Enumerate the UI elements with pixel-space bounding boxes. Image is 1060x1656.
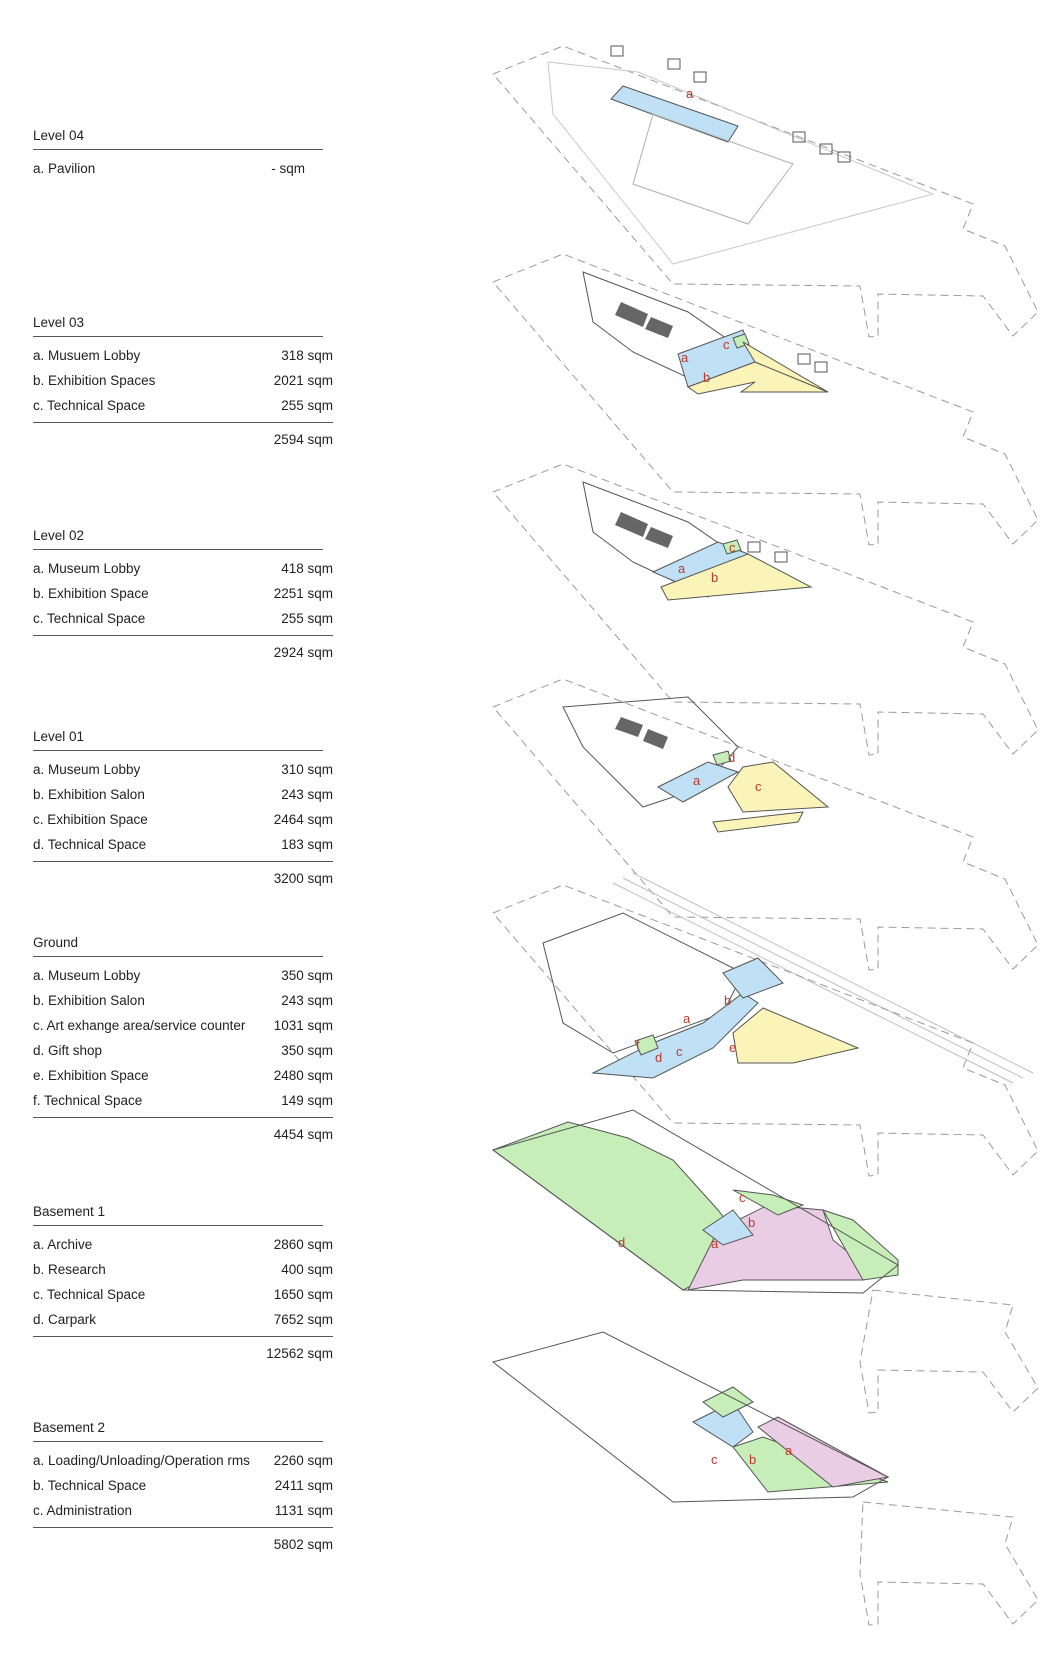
item-value: 400 sqm <box>281 1262 333 1277</box>
item-value: 2251 sqm <box>273 586 333 601</box>
plan-label: c <box>729 540 736 555</box>
plan-basement-2 <box>493 1332 1038 1625</box>
item-value: 149 sqm <box>281 1093 333 1108</box>
plan-label: d <box>618 1235 626 1250</box>
plan-label: a <box>683 1011 691 1026</box>
level-title: Basement 2 <box>33 1420 323 1442</box>
item-label: c. Technical Space <box>33 611 146 626</box>
plan-label: c <box>755 779 762 794</box>
item-value: 183 sqm <box>281 837 333 852</box>
item-label: a. Museum Lobby <box>33 968 141 983</box>
plan-label: b <box>724 993 732 1008</box>
level-total: 5802 sqm <box>33 1527 333 1554</box>
plan-label: a <box>686 86 694 101</box>
item-label: c. Administration <box>33 1503 133 1518</box>
plan-basement-1 <box>493 1110 1038 1413</box>
item-label: a. Loading/Unloading/Operation rms <box>33 1453 250 1468</box>
plan-label: a <box>681 350 689 365</box>
level-title: Level 04 <box>33 128 323 150</box>
item-label: a. Museum Lobby <box>33 762 141 777</box>
item-label: c. Art exhange area/service counter <box>33 1018 246 1033</box>
zone-exhibition <box>733 1008 858 1063</box>
item-label: b. Exhibition Spaces <box>33 373 156 388</box>
plan-label: b <box>748 1215 756 1230</box>
plan-label: b <box>703 370 711 385</box>
level-total: 4454 sqm <box>33 1117 333 1144</box>
plan-label: c <box>676 1044 683 1059</box>
item-label: a. Musuem Lobby <box>33 348 141 363</box>
item-value: 2480 sqm <box>273 1068 333 1083</box>
item-label: b. Exhibition Space <box>33 586 149 601</box>
item-value: 2860 sqm <box>273 1237 333 1252</box>
item-label: c. Technical Space <box>33 1287 146 1302</box>
item-label: b. Exhibition Salon <box>33 993 145 1008</box>
item-value: 1131 sqm <box>274 1503 333 1518</box>
plan-label: d <box>728 750 736 765</box>
plan-label: b <box>749 1452 757 1467</box>
zone-pavilion <box>611 86 738 142</box>
level-title: Ground <box>33 935 323 957</box>
item-label: f. Technical Space <box>33 1093 143 1108</box>
item-value: 350 sqm <box>281 968 333 983</box>
plan-label: c <box>739 1190 746 1205</box>
level-title: Basement 1 <box>33 1204 323 1226</box>
level-total: 12562 sqm <box>33 1336 333 1363</box>
plan-label: a <box>678 561 686 576</box>
plan-label: a <box>785 1443 793 1458</box>
item-value: 350 sqm <box>281 1043 333 1058</box>
item-value: 1650 sqm <box>273 1287 333 1302</box>
item-label: e. Exhibition Space <box>33 1068 149 1083</box>
item-label: d. Gift shop <box>33 1043 103 1058</box>
item-value: 318 sqm <box>281 348 333 363</box>
plan-label: e <box>729 1040 737 1055</box>
item-value: 418 sqm <box>281 561 333 576</box>
item-label: d. Carpark <box>33 1312 97 1327</box>
item-value: 2260 sqm <box>273 1453 333 1468</box>
item-label: a. Archive <box>33 1237 93 1252</box>
item-value: 243 sqm <box>281 787 333 802</box>
item-value: 255 sqm <box>281 611 333 626</box>
level-title: Level 02 <box>33 528 323 550</box>
plan-label: a <box>711 1236 719 1251</box>
item-value: 2411 sqm <box>274 1478 333 1493</box>
item-label: d. Technical Space <box>33 837 147 852</box>
item-value: 1031 sqm <box>273 1018 333 1033</box>
plan-level-01 <box>493 679 1038 970</box>
level-total: 2594 sqm <box>33 422 333 449</box>
plan-level-04 <box>493 46 1038 337</box>
item-value: - sqm <box>271 161 305 176</box>
level-total: 3200 sqm <box>33 861 333 888</box>
item-label: b. Technical Space <box>33 1478 147 1493</box>
plan-label: d <box>655 1050 663 1065</box>
plan-label: a <box>693 773 701 788</box>
item-label: a. Pavilion <box>33 161 96 176</box>
item-label: c. Exhibition Space <box>33 812 148 827</box>
plan-label: b <box>711 570 719 585</box>
item-label: c. Technical Space <box>33 398 146 413</box>
plan-label: c <box>711 1452 718 1467</box>
item-value: 243 sqm <box>281 993 333 1008</box>
level-total: 2924 sqm <box>33 635 333 662</box>
plan-label: c <box>723 337 730 352</box>
item-value: 310 sqm <box>281 762 333 777</box>
item-value: 7652 sqm <box>273 1312 333 1327</box>
item-label: b. Exhibition Salon <box>33 787 145 802</box>
level-title: Level 03 <box>33 315 323 337</box>
item-label: b. Research <box>33 1262 106 1277</box>
zone-exhibition <box>728 762 828 812</box>
zone-technical <box>703 1387 753 1417</box>
plan-level-02 <box>493 464 1038 755</box>
item-value: 2464 sqm <box>273 812 333 827</box>
item-value: 2021 sqm <box>273 373 333 388</box>
level-title: Level 01 <box>33 729 323 751</box>
item-label: a. Museum Lobby <box>33 561 141 576</box>
item-value: 255 sqm <box>281 398 333 413</box>
plan-label: f <box>636 1037 640 1052</box>
plan-level-03 <box>493 254 1038 545</box>
